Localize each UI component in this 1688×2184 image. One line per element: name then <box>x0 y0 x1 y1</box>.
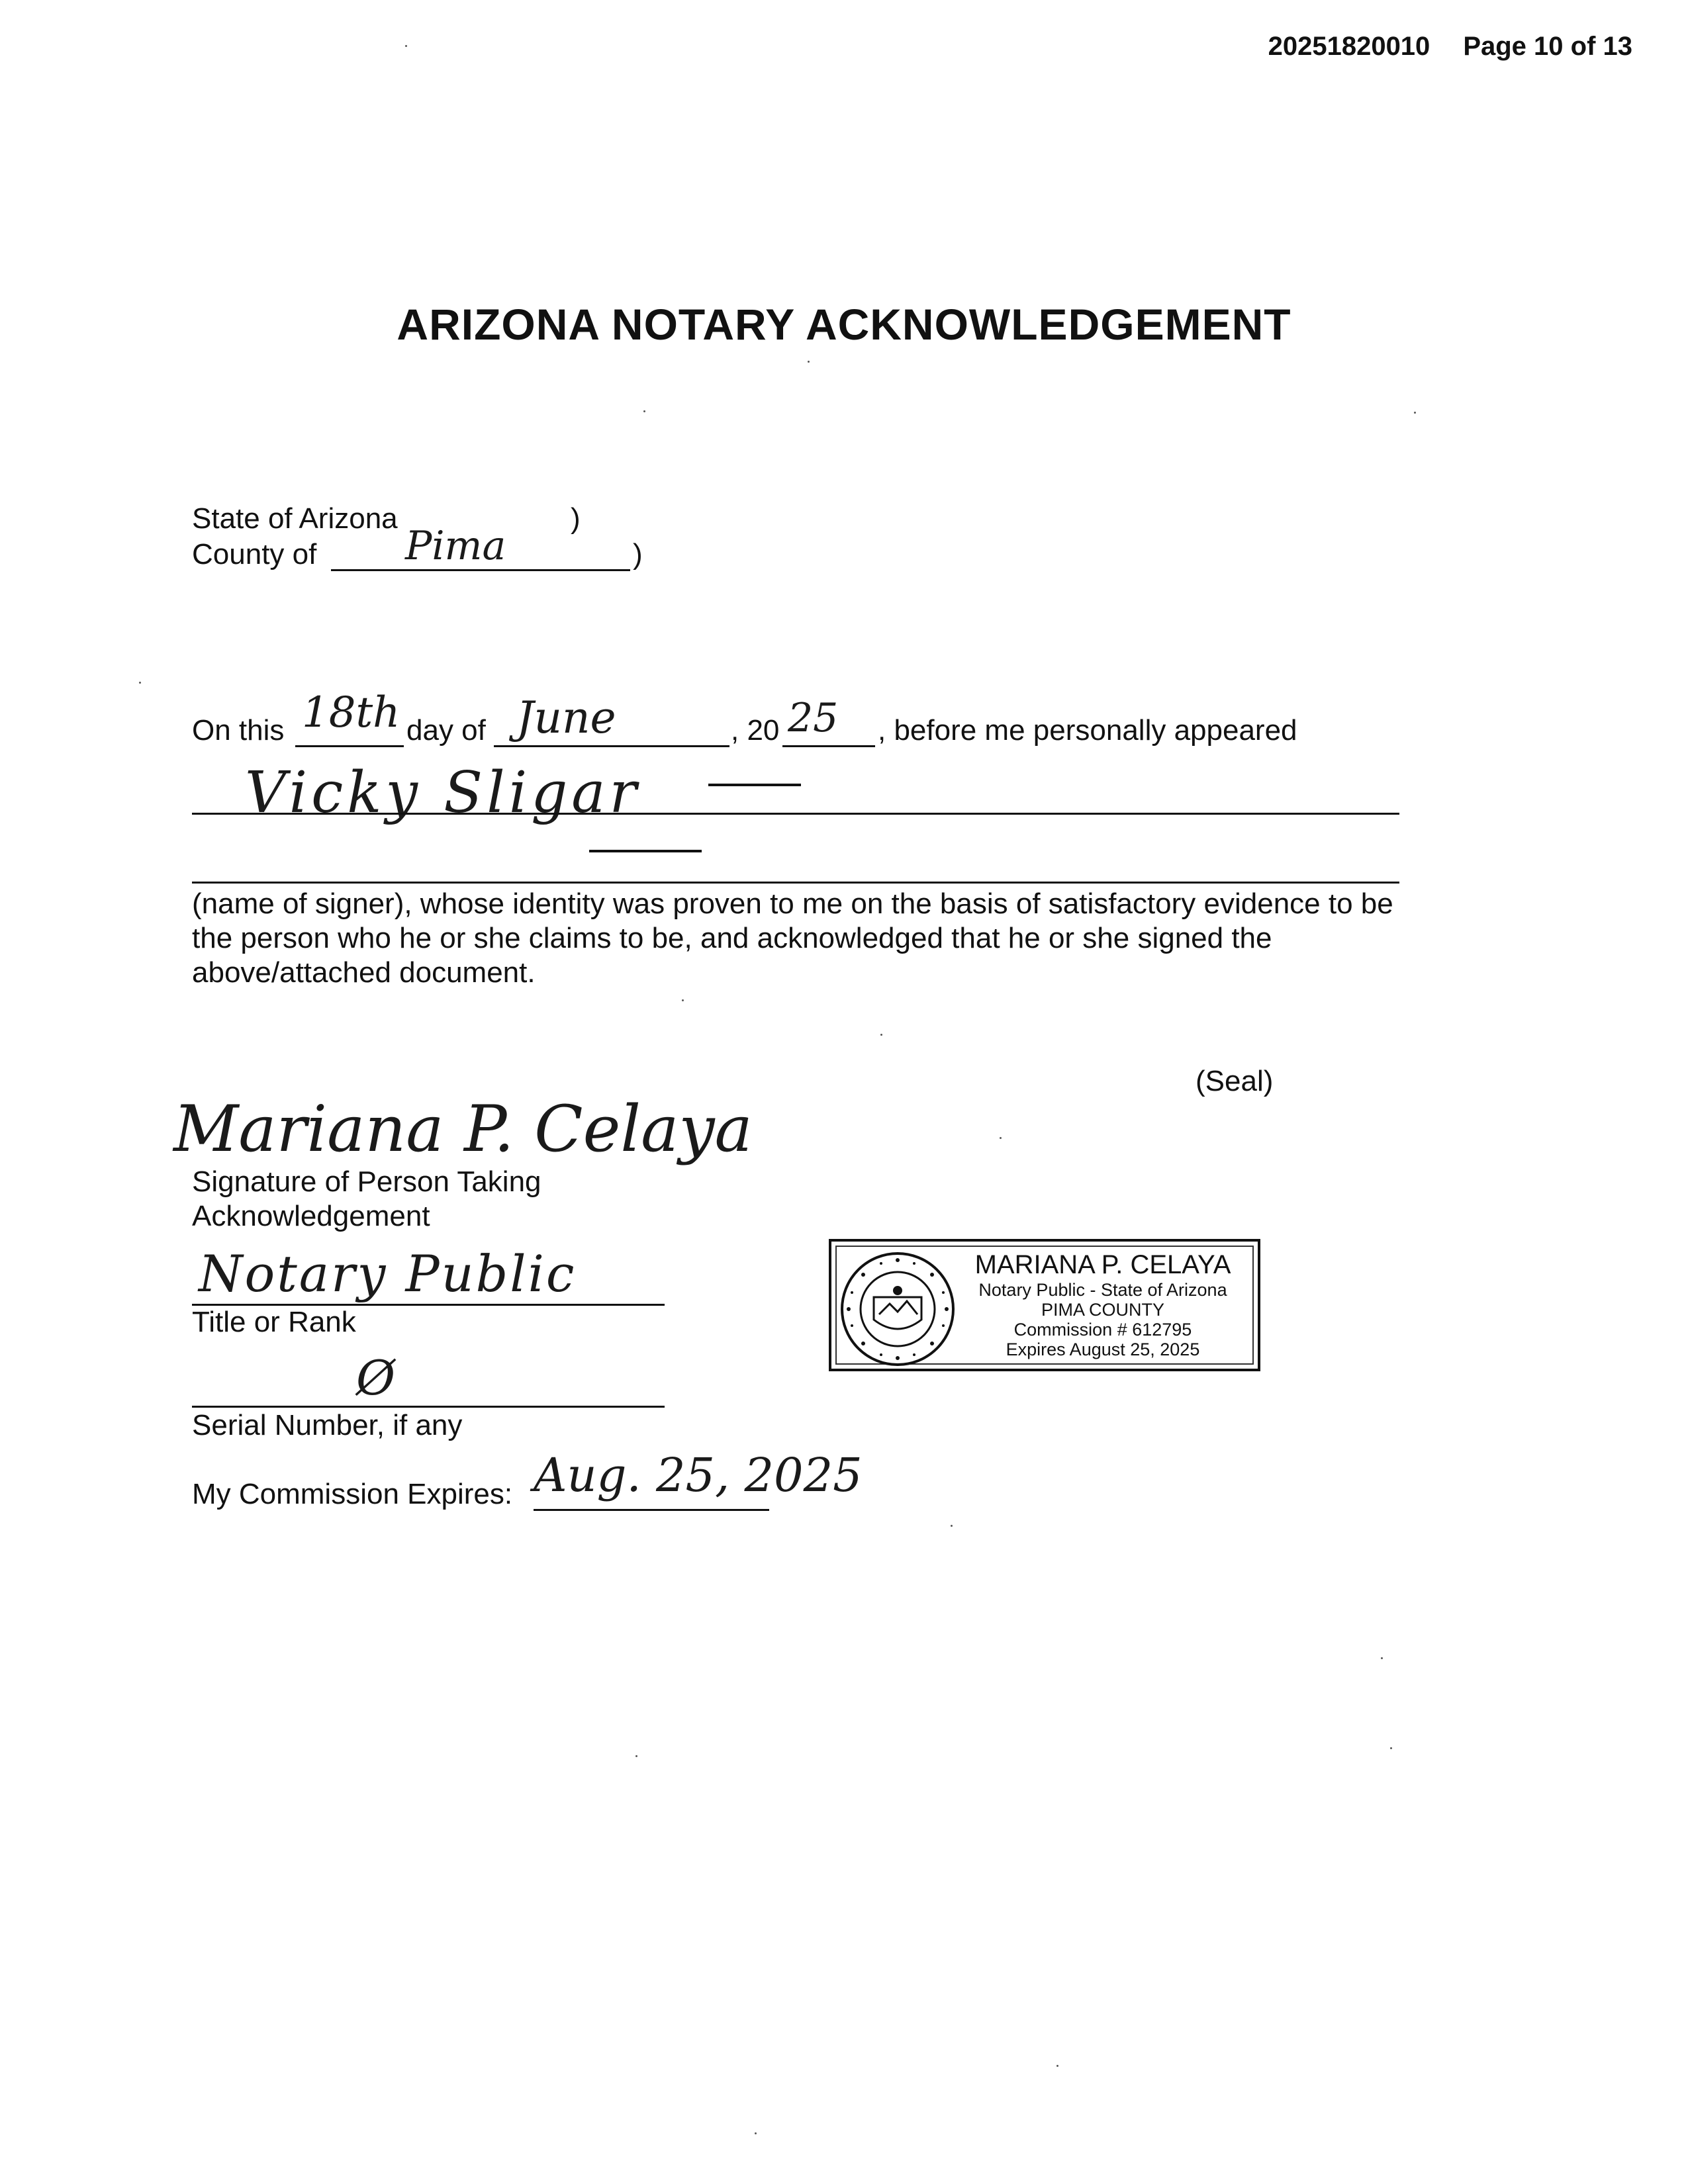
signer-dash-2 <box>589 850 702 852</box>
signature-label-1: Signature of Person Taking <box>192 1165 541 1198</box>
county-value: Pima <box>405 523 506 569</box>
document-title: ARIZONA NOTARY ACKNOWLEDGEMENT <box>397 300 1291 349</box>
seal-label: (Seal) <box>1196 1065 1274 1097</box>
stamp-line-3: Commission # 612795 <box>1013 1320 1192 1340</box>
venue-paren-2: ) <box>633 538 643 570</box>
year-prefix: , 20 <box>731 714 780 747</box>
year-value: 25 <box>788 695 839 741</box>
county-line <box>331 569 630 571</box>
on-this-label: On this <box>192 714 285 747</box>
day-line <box>295 745 404 747</box>
signer-name-value: Vicky Sligar <box>245 760 641 826</box>
scan-speck <box>1414 412 1416 414</box>
page-number: Page 10 of 13 <box>1463 32 1632 61</box>
year-line <box>782 745 875 747</box>
scan-speck <box>1390 1747 1392 1749</box>
document-number: 20251820010 <box>1268 32 1430 61</box>
scan-speck <box>405 45 407 47</box>
scan-speck <box>1381 1657 1383 1659</box>
serial-line <box>192 1406 665 1408</box>
appeared-label: , before me personally appeared <box>878 714 1297 747</box>
stamp-line-1: Notary Public - State of Arizona <box>978 1280 1227 1300</box>
serial-label: Serial Number, if any <box>192 1409 463 1441</box>
state-label: State of Arizona <box>192 502 398 535</box>
scan-speck <box>880 1034 882 1036</box>
scan-speck <box>643 410 645 412</box>
county-label: County of <box>192 538 317 570</box>
stamp-line-4: Expires August 25, 2025 <box>1006 1340 1200 1359</box>
signer-line-2 <box>192 882 1399 884</box>
expires-value: Aug. 25, 2025 <box>534 1448 863 1502</box>
body-line-3: above/attached document. <box>192 956 536 989</box>
month-line <box>494 745 729 747</box>
signer-line-1 <box>192 813 1399 815</box>
scan-speck <box>755 2132 757 2134</box>
scan-speck <box>139 682 141 684</box>
expires-line <box>534 1509 769 1511</box>
scan-speck <box>635 1755 637 1757</box>
notary-stamp <box>829 1239 1260 1371</box>
day-value: 18th <box>302 688 400 737</box>
page-header <box>1235 32 1632 62</box>
signature-label-2: Acknowledgement <box>192 1200 430 1232</box>
month-value: June <box>516 692 616 743</box>
scan-speck <box>1056 2065 1058 2067</box>
body-line-2: the person who he or she claims to be, and acknowledged that he or she signed the <box>192 922 1272 954</box>
title-label: Title or Rank <box>192 1306 356 1338</box>
scan-speck <box>951 1525 953 1527</box>
state-seal-icon <box>839 1251 956 1367</box>
stamp-line-2: PIMA COUNTY <box>1041 1300 1165 1320</box>
day-of-label: day of <box>406 714 486 747</box>
notary-signature: Mariana P. Celaya <box>173 1092 753 1166</box>
scan-speck <box>682 999 684 1001</box>
stamp-notary-name: MARIANA P. CELAYA <box>974 1250 1231 1279</box>
scan-speck <box>1000 1137 1002 1139</box>
scan-speck <box>808 361 810 363</box>
expires-label: My Commission Expires: <box>192 1478 513 1510</box>
stamp-text <box>964 1250 1242 1359</box>
body-line-1: (name of signer), whose identity was proven to me on the basis of satisfactory evidence to be <box>192 887 1393 920</box>
venue-paren-1: ) <box>571 502 581 535</box>
serial-value: Ø <box>356 1350 396 1406</box>
signer-dash <box>708 784 801 786</box>
title-value: Notary Public <box>199 1244 577 1303</box>
